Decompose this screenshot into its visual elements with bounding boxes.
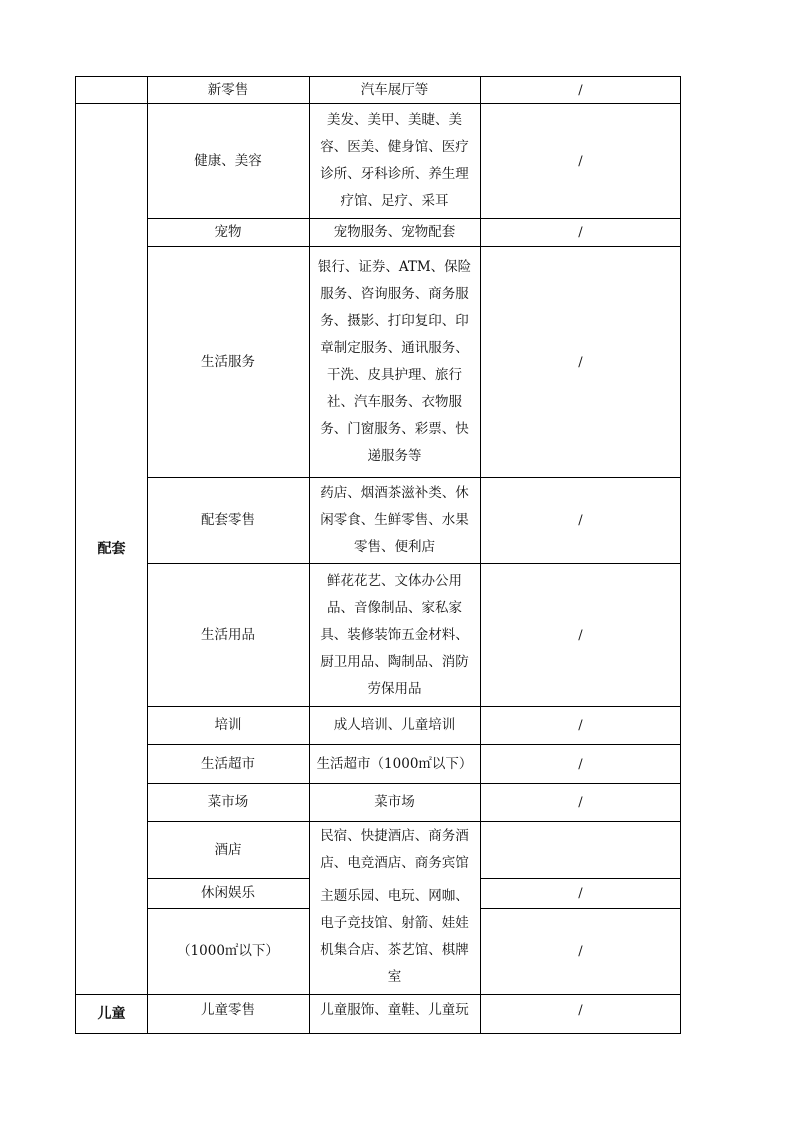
- content-cell: 儿童服饰、童鞋、儿童玩: [320, 1001, 469, 1018]
- note-cell: /: [578, 627, 583, 643]
- subcategory-cell: 菜市场: [207, 794, 249, 810]
- content-cell: 汽车展厅等: [360, 81, 429, 98]
- content-cell: 宠物服务、宠物配套: [333, 224, 456, 240]
- content-cell: 药店、烟酒茶滋补类、休闲零食、生鲜零售、水果零售、便利店: [320, 485, 469, 555]
- subcategory-cell: （1000㎡以下）: [177, 943, 279, 959]
- note-cell: /: [578, 886, 583, 901]
- content-cell: 银行、证券、ATM、保险服务、咨询服务、商务服务、摄影、打印复印、印章制定服务、通讯服务、干洗、皮具护理、旅行社、汽车服务、衣物服务、门窗服务、彩票、快递服务等: [317, 259, 472, 464]
- subcategory-cell: 宠物: [214, 224, 242, 240]
- content-cell: 主题乐园、电玩、网咖、电子竞技馆、射箭、娃娃机集合店、茶艺馆、棋牌室: [320, 887, 469, 985]
- note-cell: /: [578, 513, 583, 528]
- note-cell: /: [578, 153, 583, 169]
- category-peitao: 配套: [97, 540, 126, 557]
- content-cell: 民宿、快捷酒店、商务酒店、电竞酒店、商务宾馆: [320, 828, 469, 871]
- subcategory-cell: 酒店: [214, 841, 242, 858]
- note-cell: /: [578, 718, 583, 733]
- subcategory-cell: 新零售: [207, 81, 249, 98]
- note-cell: /: [578, 354, 583, 370]
- note-cell: /: [578, 756, 583, 772]
- content-cell: 菜市场: [374, 794, 415, 810]
- note-cell: /: [578, 1002, 583, 1018]
- table-border-right: [680, 76, 681, 1034]
- category-ertong: 儿童: [97, 1005, 126, 1022]
- content-cell: 美发、美甲、美睫、美容、医美、健身馆、医疗诊所、牙科诊所、养生理疗馆、足疗、采耳: [320, 112, 469, 209]
- note-cell: /: [578, 944, 583, 959]
- note-cell: [481, 822, 680, 878]
- subcategory-cell: 配套零售: [201, 512, 255, 528]
- note-cell: /: [578, 225, 583, 240]
- subcategory-cell: 生活用品: [201, 626, 255, 643]
- subcategory-cell: 健康、美容: [194, 152, 262, 169]
- content-cell: 鲜花花艺、文体办公用品、音像制品、家私家具、装修装饰五金材料、厨卫用品、陶制品、消防劳保用品: [320, 572, 469, 697]
- content-cell: 成人培训、儿童培训: [333, 717, 456, 733]
- table-border-bottom: [75, 1033, 681, 1034]
- content-cell: 生活超市（1000㎡以下）: [316, 755, 473, 772]
- subcategory-cell: 生活服务: [201, 353, 255, 370]
- subcategory-cell: 休闲娱乐: [201, 885, 255, 901]
- note-cell: /: [578, 795, 583, 810]
- note-cell: /: [578, 82, 583, 98]
- subcategory-cell: 生活超市: [201, 755, 255, 772]
- subcategory-cell: 儿童零售: [201, 1001, 255, 1018]
- subcategory-cell: 培训: [214, 717, 242, 733]
